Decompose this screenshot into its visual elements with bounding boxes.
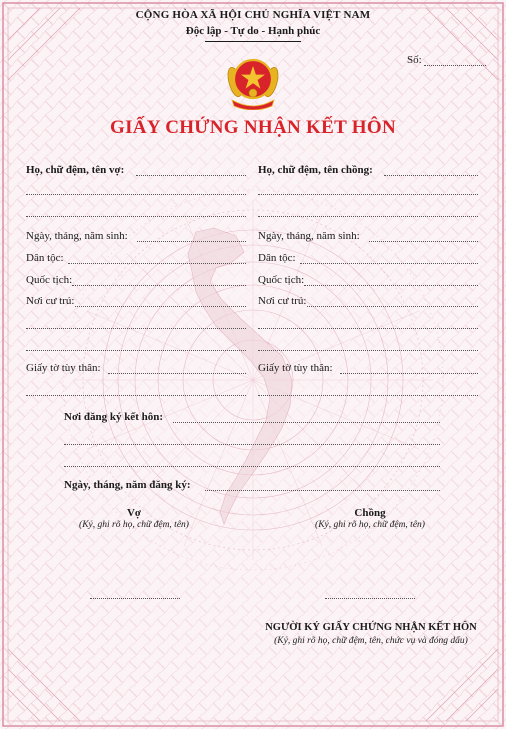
husband-nationality-field[interactable] xyxy=(304,285,478,286)
registration-date-field[interactable] xyxy=(205,490,440,491)
wife-name-field-3[interactable] xyxy=(26,216,246,217)
husband-ethnicity-field[interactable] xyxy=(300,263,478,264)
wife-id-field-2[interactable] xyxy=(26,395,246,396)
husband-signature-note: (Ký, ghi rõ họ, chữ đệm, tên) xyxy=(315,520,425,530)
husband-ethnicity-label: Dân tộc: xyxy=(258,252,296,264)
wife-dob-label: Ngày, tháng, năm sinh: xyxy=(26,230,128,242)
wife-dob-field[interactable] xyxy=(137,241,246,242)
husband-name-label: Họ, chữ đệm, tên chồng: xyxy=(258,164,373,176)
signer-heading: NGƯỜI KÝ GIẤY CHỨNG NHẬN KẾT HÔN xyxy=(265,622,477,633)
husband-residence-field[interactable] xyxy=(307,306,478,307)
husband-id-field-2[interactable] xyxy=(258,395,478,396)
husband-name-field-3[interactable] xyxy=(258,216,478,217)
husband-residence-field-2[interactable] xyxy=(258,328,478,329)
husband-nationality-label: Quốc tịch: xyxy=(258,274,305,286)
wife-residence-field[interactable] xyxy=(75,306,246,307)
husband-dob-field[interactable] xyxy=(369,241,478,242)
registration-place-field-3[interactable] xyxy=(64,466,440,467)
wife-name-field-2[interactable] xyxy=(26,194,246,195)
husband-id-field[interactable] xyxy=(340,373,478,374)
husband-signature-field[interactable] xyxy=(325,598,415,599)
motto-heading: Độc lập - Tự do - Hạnh phúc xyxy=(185,25,321,37)
wife-id-field[interactable] xyxy=(108,373,246,374)
husband-name-field[interactable] xyxy=(384,175,478,176)
wife-signature-heading: Vợ xyxy=(126,507,142,519)
registration-place-field-2[interactable] xyxy=(64,444,440,445)
signer-note: (Ký, ghi rõ họ, chữ đệm, tên, chức vụ và đóng dấu) xyxy=(274,636,468,646)
husband-signature-heading: Chồng xyxy=(354,507,386,519)
registration-date-label: Ngày, tháng, năm đăng ký: xyxy=(64,479,191,491)
wife-name-field[interactable] xyxy=(136,175,246,176)
national-emblem-icon xyxy=(226,52,280,110)
husband-dob-label: Ngày, tháng, năm sinh: xyxy=(258,230,360,242)
wife-signature-field[interactable] xyxy=(90,598,180,599)
so-field[interactable] xyxy=(424,65,486,66)
husband-residence-label: Nơi cư trú: xyxy=(258,295,307,307)
wife-name-label: Họ, chữ đệm, tên vợ: xyxy=(26,164,125,176)
wife-residence-field-2[interactable] xyxy=(26,328,246,329)
wife-id-label: Giấy tờ tùy thân: xyxy=(26,362,101,374)
wife-nationality-label: Quốc tịch: xyxy=(26,274,73,286)
wife-ethnicity-field[interactable] xyxy=(68,263,246,264)
husband-name-field-2[interactable] xyxy=(258,194,478,195)
so-label: Số: xyxy=(407,54,422,66)
husband-id-label: Giấy tờ tùy thân: xyxy=(258,362,333,374)
registration-place-label: Nơi đăng ký kết hôn: xyxy=(64,411,164,423)
certificate-title: GIẤY CHỨNG NHẬN KẾT HÔN xyxy=(110,117,396,138)
husband-residence-field-3[interactable] xyxy=(258,350,478,351)
registration-place-field[interactable] xyxy=(173,422,440,423)
wife-signature-note: (Ký, ghi rõ họ, chữ đệm, tên) xyxy=(79,520,189,530)
nation-heading: CỘNG HÒA XÃ HỘI CHỦ NGHĨA VIỆT NAM xyxy=(135,9,371,21)
wife-nationality-field[interactable] xyxy=(72,285,246,286)
wife-residence-label: Nơi cư trú: xyxy=(26,295,75,307)
wife-residence-field-3[interactable] xyxy=(26,350,246,351)
motto-underline xyxy=(205,41,301,42)
wife-ethnicity-label: Dân tộc: xyxy=(26,252,64,264)
